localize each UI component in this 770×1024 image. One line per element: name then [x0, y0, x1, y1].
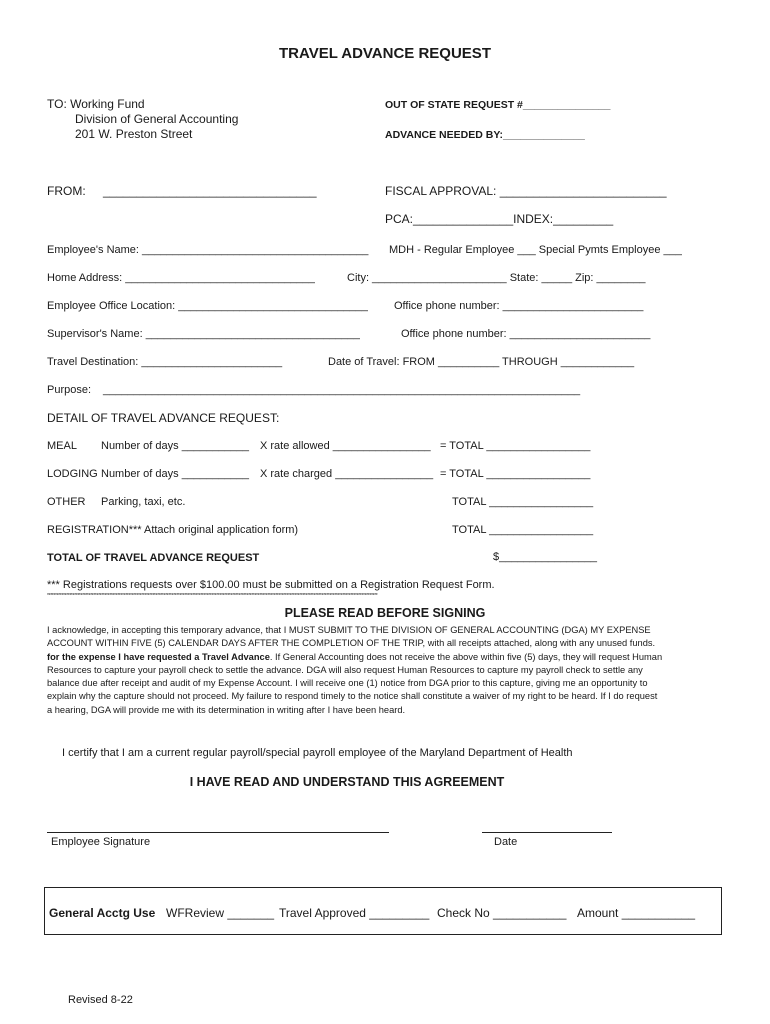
- agreement-line: a hearing, DGA will provide me with its determination in writing after I have been heard.: [47, 704, 406, 715]
- from-field[interactable]: ________________________________: [103, 184, 317, 198]
- wf-review-field[interactable]: WFReview _______: [166, 906, 275, 920]
- agreement-line: I acknowledge, in accepting this temporary advance, that I MUST SUBMIT TO THE DIVISION OF GENERAL ACCOUNTING (DGA) MY EXPENSE: [47, 625, 651, 635]
- registration-note: *** Registrations requests over $100.00 must be submitted on a Registration Request Form.: [47, 579, 495, 591]
- other-description: Parking, taxi, etc.: [101, 496, 186, 508]
- fiscal-approval-field[interactable]: FISCAL APPROVAL: _________________________: [385, 184, 667, 198]
- revised-date: Revised 8-22: [68, 994, 133, 1006]
- pca-index-field[interactable]: PCA:_______________INDEX:_________: [385, 212, 614, 226]
- agreement-line: explain why the capture should not proceed. My failure to respond timely to the notice shall constitute a waiver of my right to be heard. If I do request: [47, 691, 658, 702]
- to-line-3: 201 W. Preston Street: [75, 127, 193, 141]
- amount-field[interactable]: Amount ___________: [577, 906, 696, 920]
- from-label: FROM:: [47, 184, 86, 198]
- lodging-rate-field[interactable]: X rate charged ________________: [260, 468, 434, 480]
- agreement-bold-text: for the expense I have requested a Travel Advance: [47, 651, 270, 662]
- agreement-text-span: . If General Accounting does not receive the above within five (5) days, they will request Human: [269, 651, 663, 662]
- lodging-total-field[interactable]: = TOTAL _________________: [440, 468, 591, 480]
- other-label: OTHER: [47, 496, 86, 508]
- lodging-label: LODGING: [47, 468, 98, 480]
- agreement-text: [47, 624, 697, 717]
- agreement-line: Resources to capture your payroll check to settle the advance. DGA will also request Human Resources to capture my payroll check to settle any: [47, 664, 643, 675]
- supervisor-phone-field[interactable]: Office phone number: _______________________: [401, 328, 651, 340]
- agreement-line: [47, 651, 697, 664]
- travel-destination-field[interactable]: Travel Destination: _______________________: [47, 356, 283, 368]
- registration-label: REGISTRATION*** Attach original application form): [47, 524, 299, 536]
- meal-label: MEAL: [47, 440, 77, 452]
- general-acctg-use-label: General Acctg Use: [49, 906, 156, 920]
- employee-signature-label: Employee Signature: [51, 836, 151, 848]
- office-phone-field[interactable]: Office phone number: _______________________: [394, 300, 644, 312]
- travel-approved-field[interactable]: Travel Approved _________: [279, 906, 430, 920]
- other-total-field[interactable]: TOTAL _________________: [452, 496, 594, 508]
- purpose-field[interactable]: ______________________________________________________________________________: [103, 384, 581, 396]
- purpose-label: Purpose:: [47, 384, 92, 396]
- date-line[interactable]: [482, 832, 612, 833]
- employee-type-field[interactable]: MDH - Regular Employee ___ Special Pymts Employee ___: [389, 244, 682, 256]
- out-of-state-request[interactable]: OUT OF STATE REQUEST #_______________: [385, 99, 611, 111]
- home-address-field[interactable]: Home Address: _______________________________: [47, 272, 315, 284]
- meal-total-field[interactable]: = TOTAL _________________: [440, 440, 591, 452]
- registration-total-field[interactable]: TOTAL _________________: [452, 524, 594, 536]
- check-no-field[interactable]: Check No ___________: [437, 906, 567, 920]
- asterisk-divider: ***************************************************************************************************************************************************************************************************************: [47, 593, 378, 599]
- agreement-line: ACCOUNT WITHIN FIVE (5) CALENDAR DAYS AFTER THE COMPLETION OF THE TRIP, with all receipts attached, along with any unused funds.: [47, 638, 656, 649]
- advance-needed-by[interactable]: ADVANCE NEEDED BY:______________: [385, 129, 585, 141]
- meal-days-field[interactable]: Number of days ___________: [101, 440, 249, 452]
- certification-statement: I certify that I am a current regular payroll/special payroll employee of the Maryland Department of Health: [62, 747, 573, 759]
- please-read-heading: PLEASE READ BEFORE SIGNING: [284, 606, 486, 620]
- office-location-field[interactable]: Employee Office Location: _______________________________: [47, 300, 368, 312]
- form-title: TRAVEL ADVANCE REQUEST: [279, 45, 491, 62]
- agreement-line: balance due after receipt and audit of my Expense Account. I will receive one (1) notice from DGA prior to this capture, giving me an opportunity to: [47, 678, 648, 689]
- city-state-zip-field[interactable]: City: ______________________ State: _____ Zip: ________: [347, 272, 646, 284]
- meal-rate-field[interactable]: X rate allowed ________________: [260, 440, 431, 452]
- lodging-days-field[interactable]: Number of days ___________: [101, 468, 249, 480]
- supervisor-name-field[interactable]: Supervisor's Name: ___________________________________: [47, 328, 360, 340]
- to-line-2: Division of General Accounting: [75, 112, 239, 126]
- total-advance-label: TOTAL OF TRAVEL ADVANCE REQUEST: [47, 552, 260, 564]
- employee-name-field[interactable]: Employee's Name: _____________________________________: [47, 244, 369, 256]
- date-of-travel-field[interactable]: Date of Travel: FROM __________ THROUGH ____________: [328, 356, 635, 368]
- read-understand-heading: I HAVE READ AND UNDERSTAND THIS AGREEMENT: [189, 775, 505, 789]
- to-line-1: TO: Working Fund: [47, 97, 145, 111]
- date-label: Date: [494, 836, 518, 848]
- detail-heading: DETAIL OF TRAVEL ADVANCE REQUEST:: [47, 411, 280, 425]
- signature-line[interactable]: [47, 832, 389, 833]
- total-advance-field[interactable]: $________________: [493, 551, 598, 563]
